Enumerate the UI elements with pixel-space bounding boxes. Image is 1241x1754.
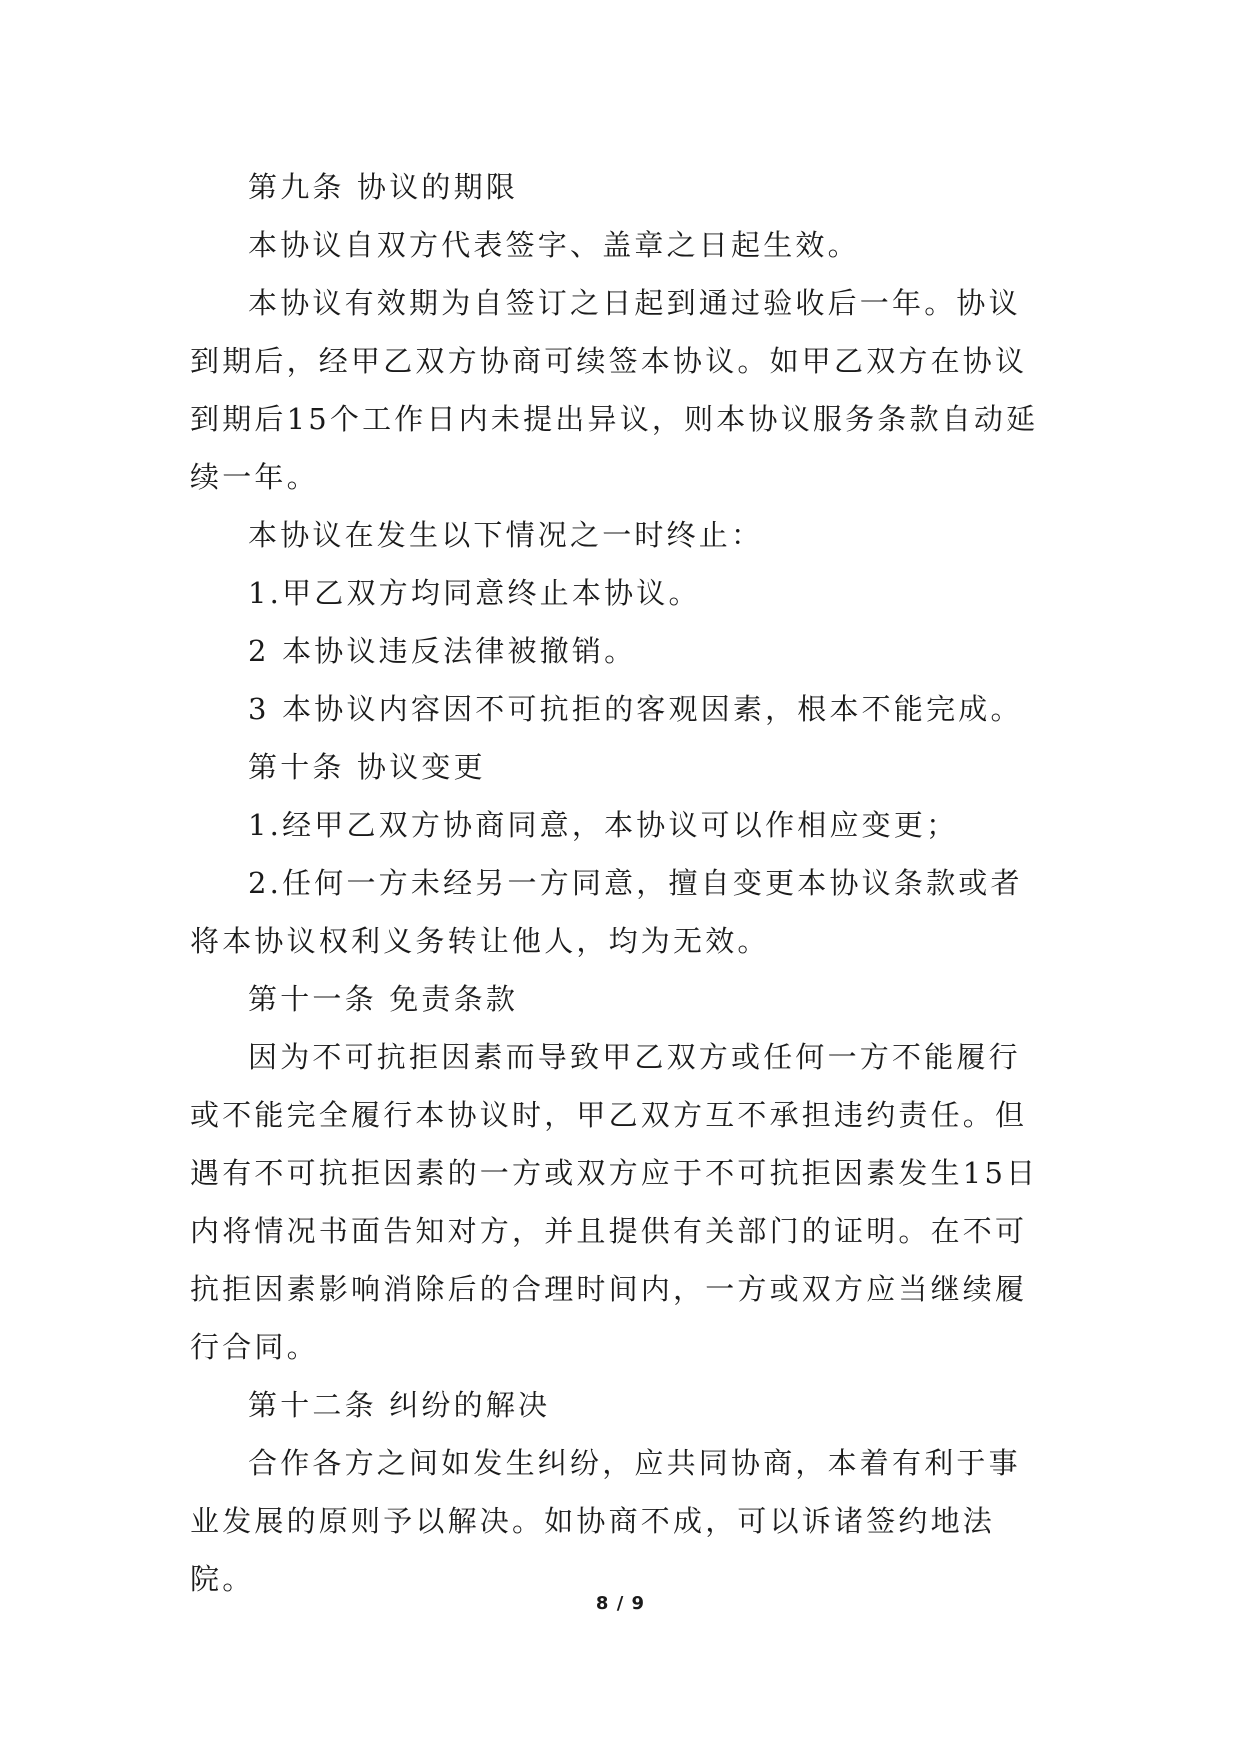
paragraph: 本协议在发生以下情况之一时终止： — [248, 518, 764, 552]
section-heading-exemption: 第十一条 免责条款 — [248, 982, 519, 1016]
paragraph: 因为不可抗拒因素而导致甲乙双方或任何一方不能履行或不能完全履行本协议时，甲乙双方互不承担违约责任。但遇有不可抗拒因素的一方或双方应于不可抗拒因素发生15日内将情况书面告知对方，并且提供有关部门的证明。在不可抗拒因素影响消除后的合理时间内，一方或双方应当继续履行合同。 — [190, 1040, 1039, 1364]
paragraph: 本协议自双方代表签字、盖章之日起生效。 — [248, 228, 860, 262]
document-body — [190, 158, 1050, 1608]
section-heading-dispute: 第十二条 纠纷的解决 — [248, 1388, 551, 1422]
paragraph: 本协议有效期为自签订之日起到通过验收后一年。协议到期后，经甲乙双方协商可续签本协议。如甲乙双方在协议到期后15个工作日内未提出异议，则本协议服务条款自动延续一年。 — [190, 286, 1039, 494]
list-item: 2 本协议违反法律被撤销。 — [248, 634, 637, 668]
list-item: 3 本协议内容因不可抗拒的客观因素，根本不能完成。 — [248, 692, 1023, 726]
paragraph: 合作各方之间如发生纠纷，应共同协商，本着有利于事业发展的原则予以解决。如协商不成，可以诉诸签约地法院。 — [190, 1446, 1021, 1596]
section-heading-term: 第九条 协议的期限 — [248, 170, 519, 204]
list-item: 2.任何一方未经另一方同意，擅自变更本协议条款或者将本协议权利义务转让他人，均为无效。 — [190, 866, 1023, 958]
list-item: 1.甲乙双方均同意终止本协议。 — [248, 576, 701, 610]
section-heading-change: 第十条 协议变更 — [248, 750, 486, 784]
page-number: 8 / 9 — [595, 1593, 646, 1614]
list-item: 1.经甲乙双方协商同意，本协议可以作相应变更； — [248, 808, 959, 842]
